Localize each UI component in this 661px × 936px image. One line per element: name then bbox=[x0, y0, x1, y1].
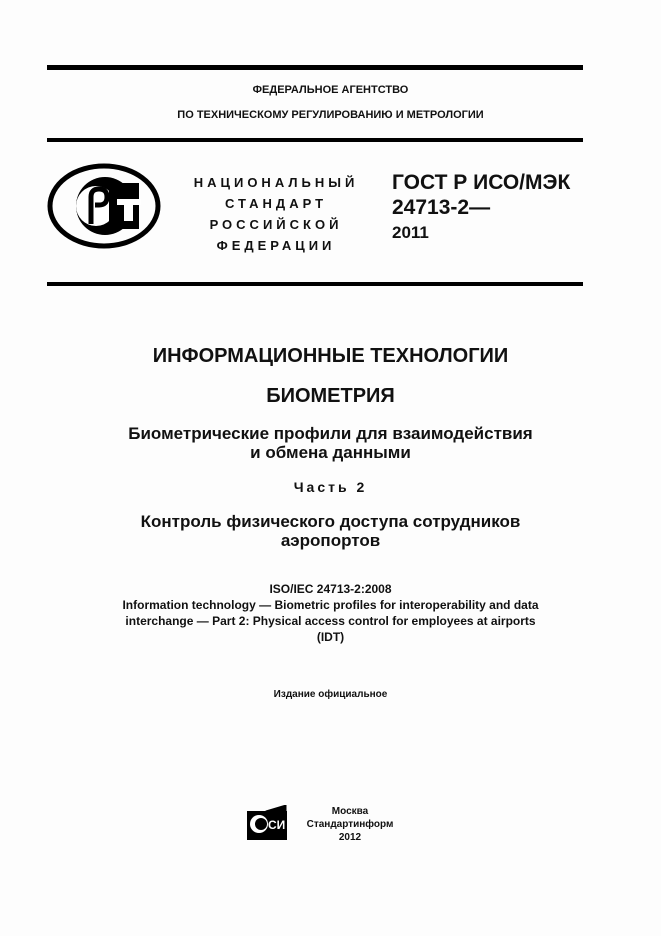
publisher-year: 2012 bbox=[338, 832, 362, 843]
iso-title-line-2: interchange — Part 2: Physical access control for employees at airports bbox=[125, 614, 536, 628]
iso-code: ISO/IEC 24713-2:2008 bbox=[269, 582, 392, 596]
part-title-line-2: аэропортов bbox=[280, 531, 381, 550]
subtitle-line-1: Биометрические профили для взаимодействия bbox=[128, 424, 533, 443]
standard-bottom-rule bbox=[47, 282, 583, 286]
svg-text:СИ: СИ bbox=[268, 818, 286, 832]
title-line-2: БИОМЕТРИЯ bbox=[266, 385, 395, 407]
publisher-info bbox=[300, 805, 400, 844]
top-rule bbox=[47, 65, 583, 70]
subtitle-line-2: и обмена данными bbox=[250, 443, 411, 462]
agency-bottom-rule bbox=[47, 138, 583, 142]
national-line-3: РОССИЙСКОЙ bbox=[209, 217, 343, 232]
agency-line-1: ФЕДЕРАЛЬНОЕ АГЕНТСТВО bbox=[252, 84, 409, 96]
designation-line-3: 2011 bbox=[392, 223, 429, 242]
agency-line-2: ПО ТЕХНИЧЕСКОМУ РЕГУЛИРОВАНИЮ И МЕТРОЛОГИИ bbox=[177, 109, 484, 121]
national-line-2: СТАНДАРТ bbox=[224, 196, 328, 211]
iso-title-line-1: Information technology — Biometric profiles for interoperability and data bbox=[122, 598, 539, 612]
gost-designation bbox=[392, 170, 570, 245]
part-title-line-1: Контроль физического доступа сотрудников bbox=[140, 512, 521, 531]
iso-title-line-3: (IDT) bbox=[316, 630, 345, 644]
rst-logo-icon bbox=[47, 163, 161, 254]
edition-label: Издание официальное bbox=[273, 689, 388, 700]
publisher-city: Москва bbox=[331, 806, 369, 817]
title-line-1: ИНФОРМАЦИОННЫЕ ТЕХНОЛОГИИ bbox=[152, 345, 509, 367]
national-line-1: НАЦИОНАЛЬНЫЙ bbox=[193, 175, 359, 190]
national-line-4: ФЕДЕРАЦИИ bbox=[216, 238, 336, 253]
publisher-name: Стандартинформ bbox=[306, 819, 394, 830]
designation-line-1: ГОСТ Р ИСО/МЭК bbox=[392, 171, 571, 194]
part-label: Часть 2 bbox=[293, 479, 368, 495]
designation-line-2: 24713-2— bbox=[392, 196, 491, 219]
standartinform-logo-icon bbox=[246, 805, 290, 846]
national-standard-label bbox=[176, 172, 376, 256]
